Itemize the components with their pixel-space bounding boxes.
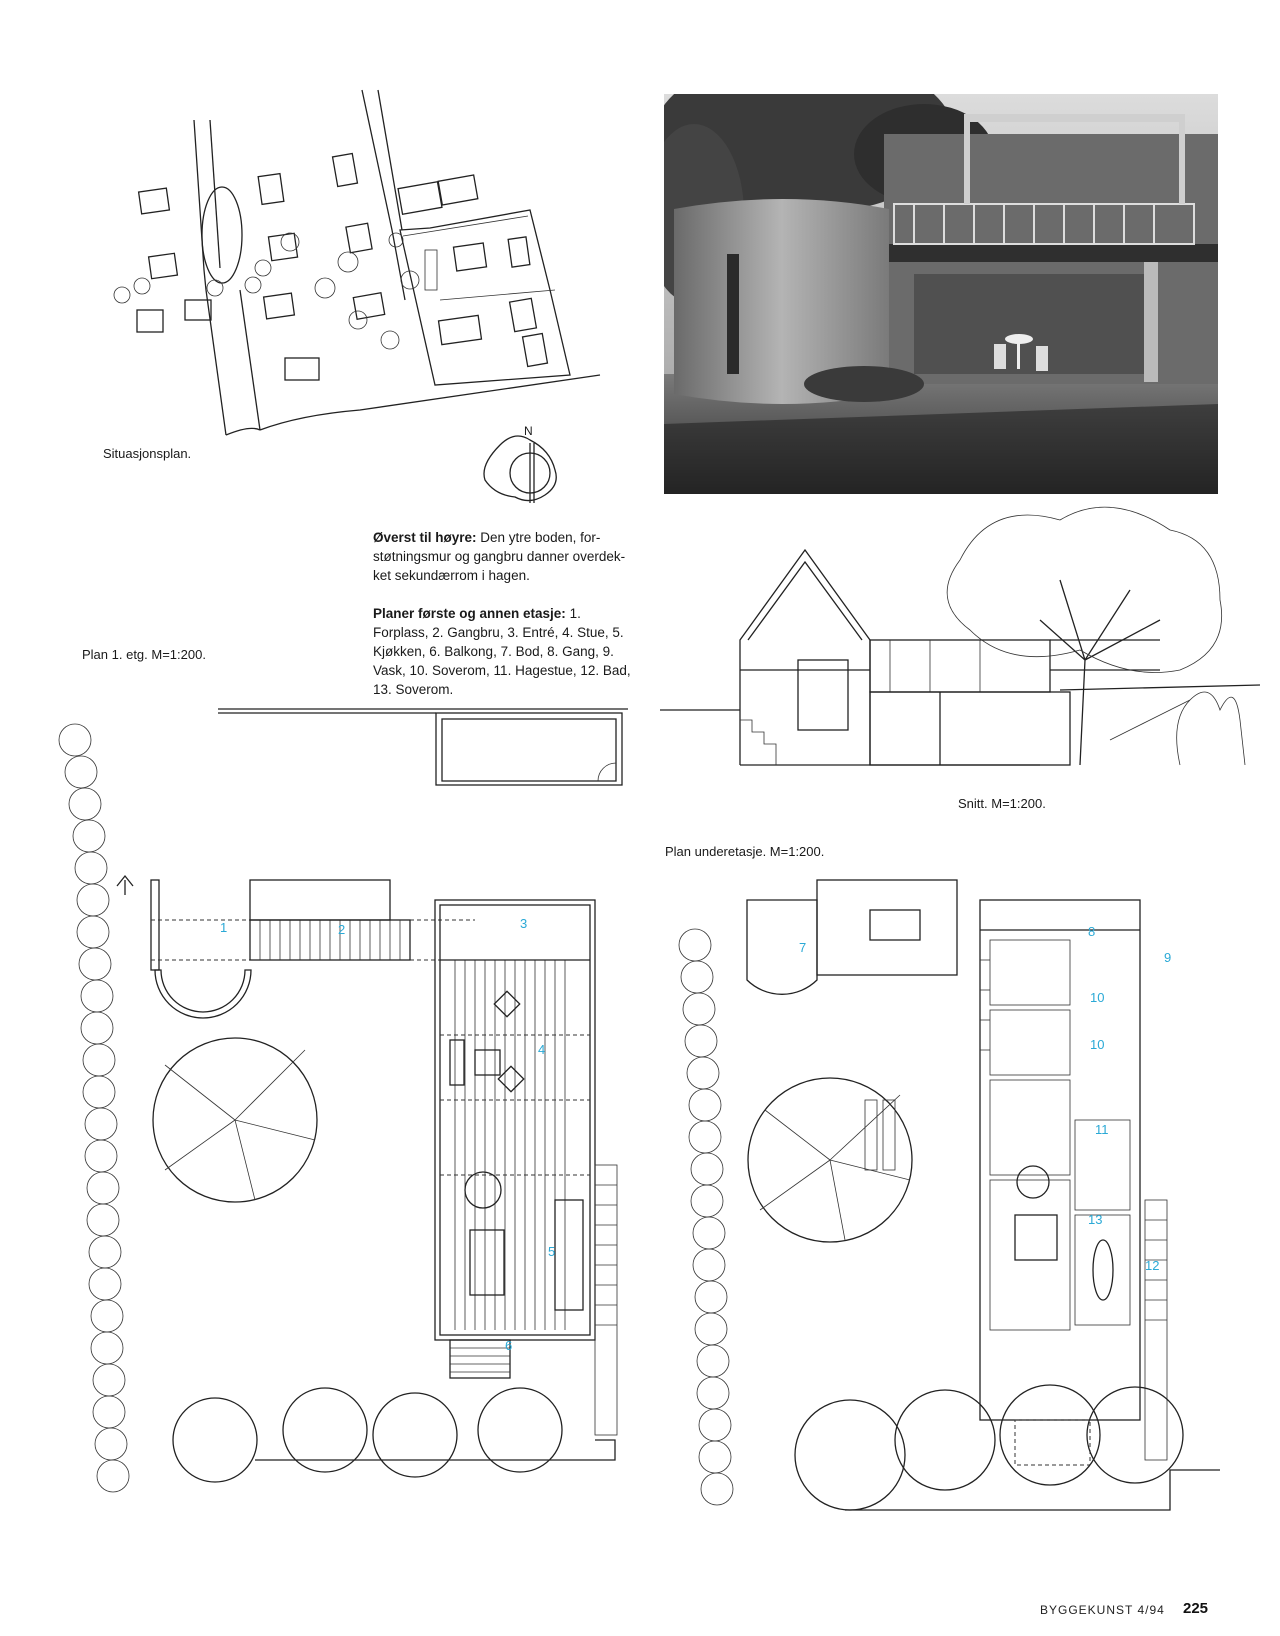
first-floor-plan-caption: Plan 1. etg. M=1:200.: [82, 647, 206, 662]
room-number-4: 4: [538, 1042, 546, 1057]
room-number-12: 12: [1145, 1258, 1160, 1273]
plans-caption-lead: Planer første og annen etasje:: [373, 606, 566, 621]
plans-caption: [373, 604, 635, 699]
basement-plan-drawing: [675, 870, 1255, 1520]
room-number-11: 11: [1095, 1122, 1109, 1137]
magazine-issue: BYGGEKUNST 4/94: [1040, 1603, 1165, 1617]
room-number-8: 8: [1088, 924, 1096, 939]
site-plan-drawing: [100, 90, 620, 450]
photo-caption-text: Den ytre boden, for-støtningsmur og gangbru danner overdek-ket sekundærrom i hagen.: [373, 530, 626, 583]
room-number-1: 1: [220, 920, 228, 935]
photo-caption-lead: Øverst til høyre:: [373, 530, 477, 545]
section-caption: Snitt. M=1:200.: [958, 796, 1046, 811]
first-floor-plan-drawing: [55, 720, 635, 1520]
room-number-2: 2: [338, 922, 346, 937]
site-plan-caption: Situasjonsplan.: [103, 446, 192, 461]
section-drawing: [660, 520, 1260, 790]
room-number-10a: 10: [1090, 990, 1105, 1005]
plans-caption-text: 1. Forplass, 2. Gangbru, 3. Entré, 4. Stue, 5. Kjøkken, 6. Balkong, 7. Bod, 8. Gang, 9. Vask, 10. Soverom, 11. Hagestue, 12. Bad, 13. Soverom.: [373, 606, 631, 697]
room-number-3: 3: [520, 916, 528, 931]
room-number-13: 13: [1088, 1212, 1103, 1227]
room-number-5: 5: [548, 1244, 556, 1259]
room-number-10b: 10: [1090, 1037, 1105, 1052]
page-number: 225: [1183, 1600, 1209, 1617]
garden-photo: [664, 94, 1218, 494]
room-number-7: 7: [799, 940, 807, 955]
north-label: N: [524, 424, 533, 438]
basement-plan-caption: Plan underetasje. M=1:200.: [665, 844, 825, 859]
room-number-6: 6: [505, 1338, 513, 1353]
room-number-9: 9: [1164, 950, 1172, 965]
photo-caption: [373, 528, 635, 585]
north-arrow-icon: [475, 425, 575, 515]
